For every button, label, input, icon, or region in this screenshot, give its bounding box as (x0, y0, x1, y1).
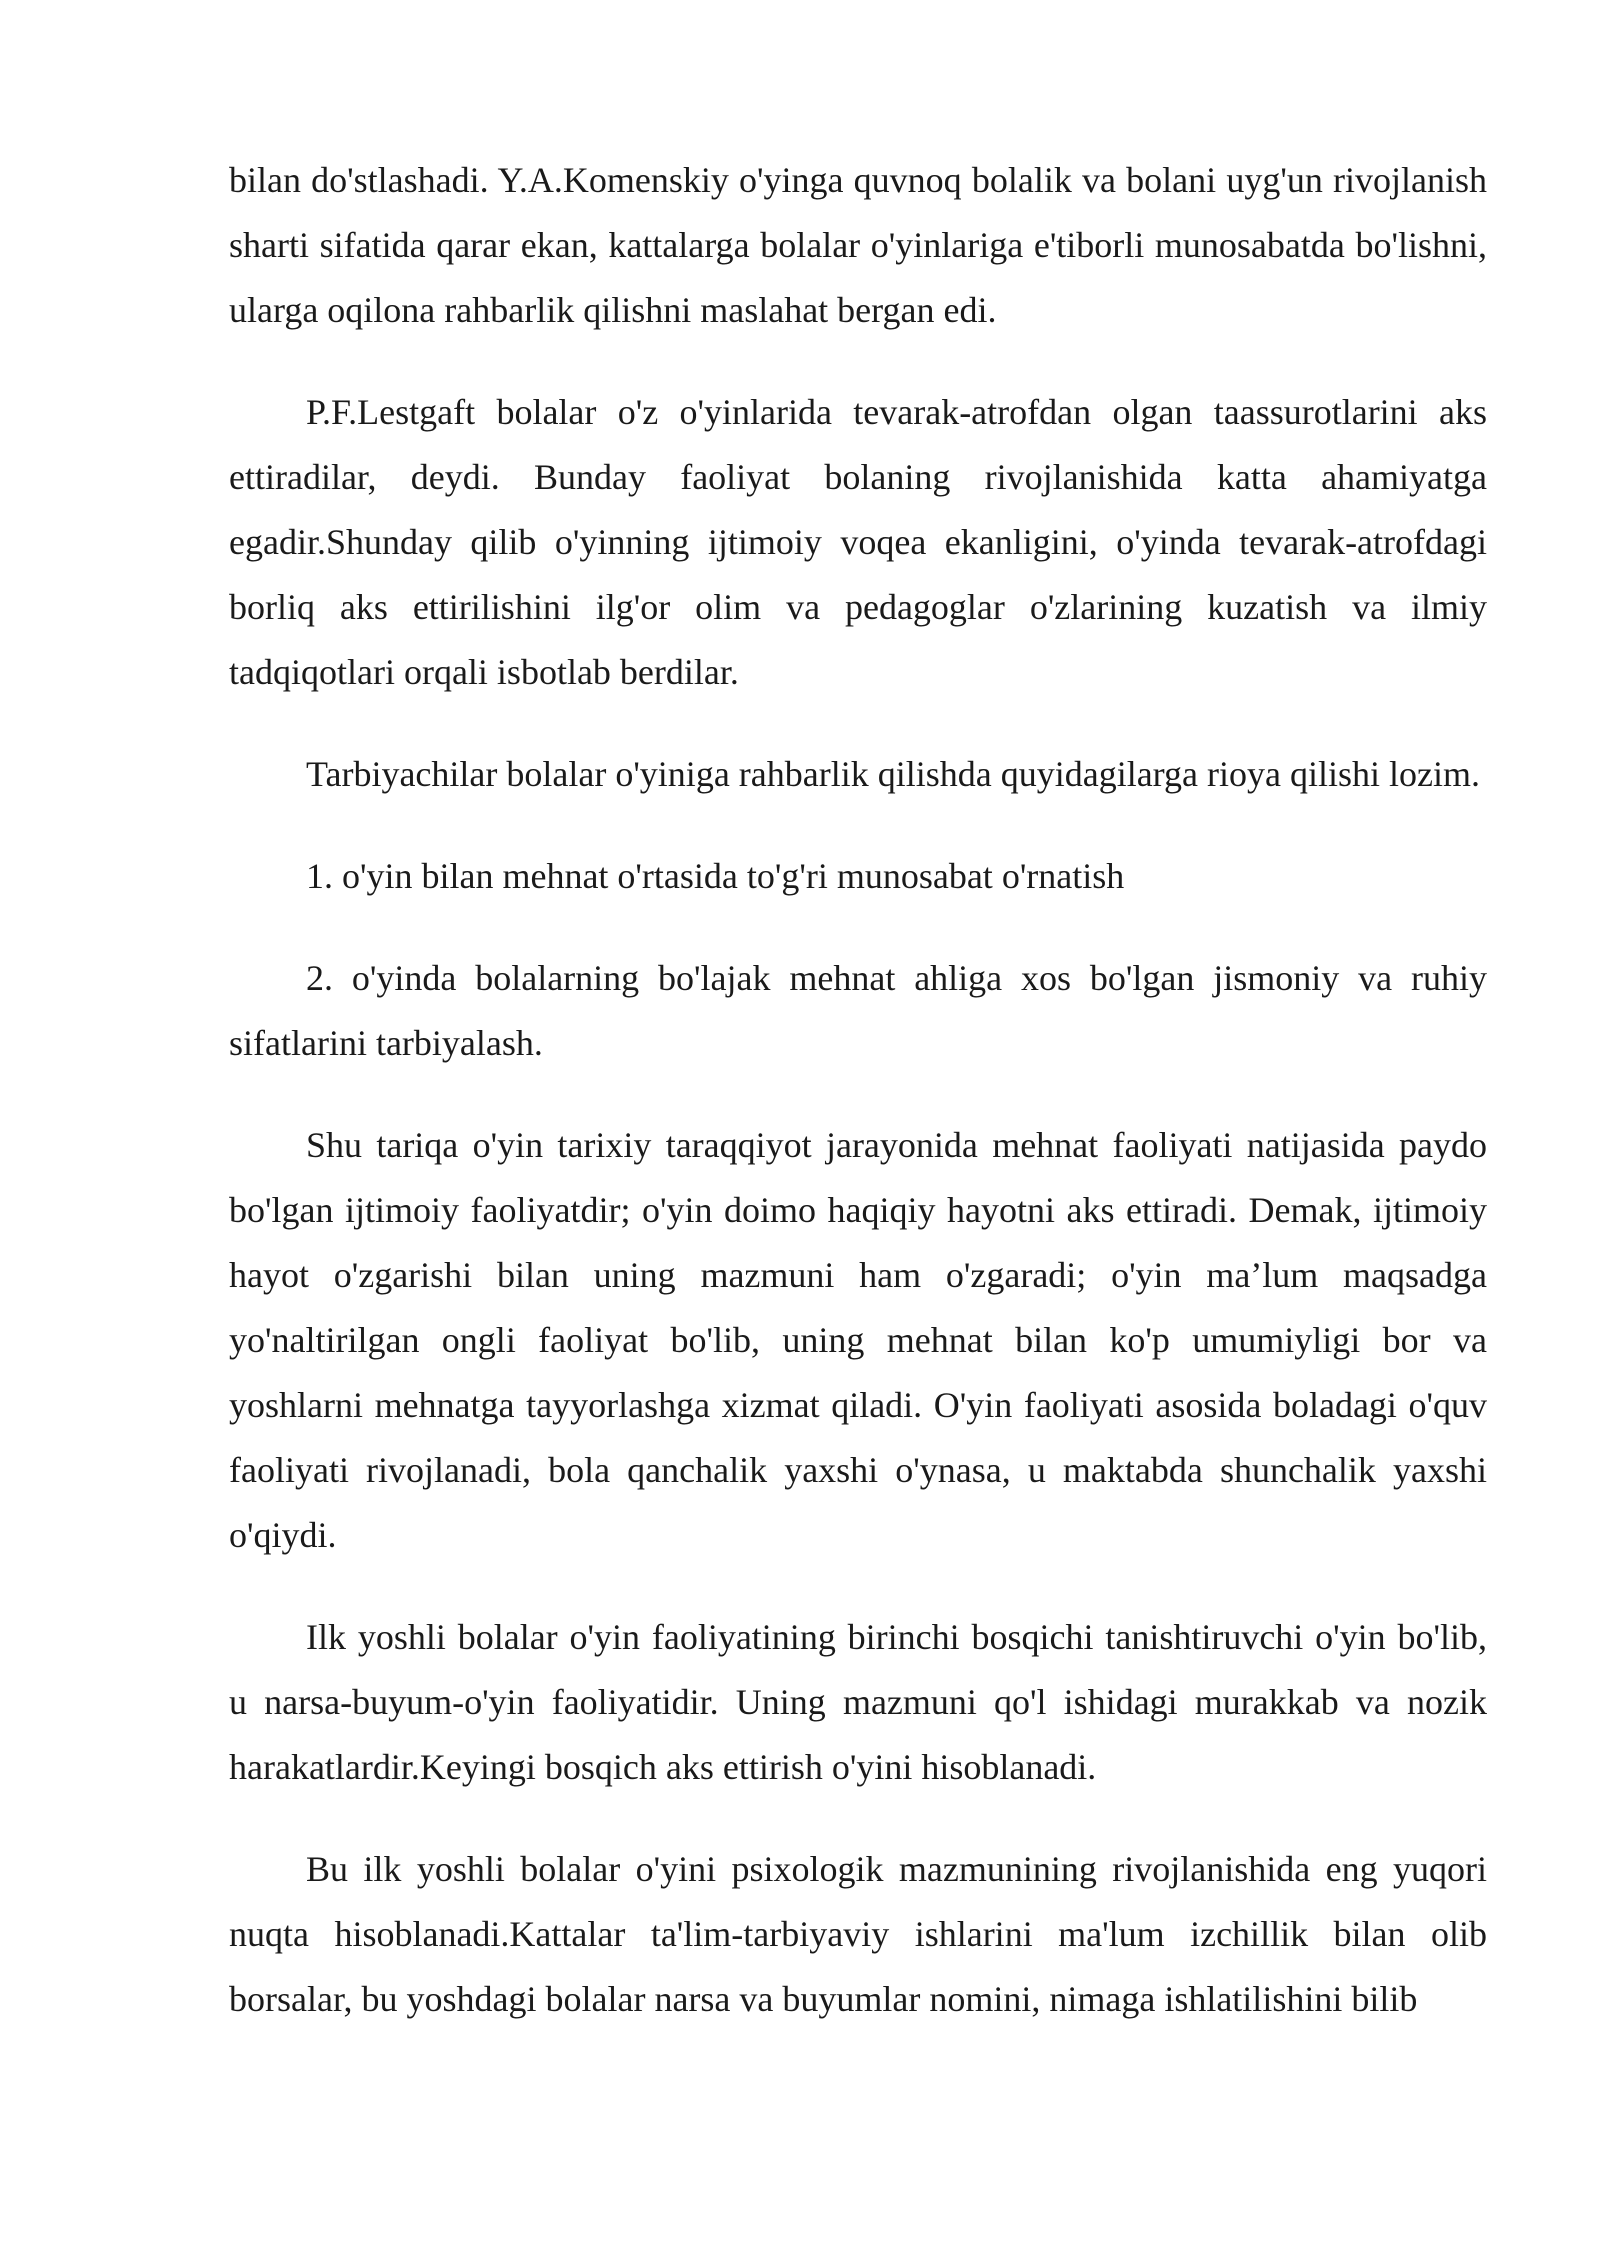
paragraph-2: P.F.Lestgaft bolalar o'z o'yinlarida tevarak-atrofdan olgan taassurotlarini aks ettiradilar, deydi. Bunday faoliyat bolaning rivojlanishida katta ahamiyatga egadir.Shunday qilib o'yinning ijtimoiy voqea ekanligini, o'yinda tevarak-atrofdagi borliq aks ettirilishini ilg'or olim va pedagoglar o'zlarining kuzatish va ilmiy tadqiqotlari orqali isbotlab berdilar. (229, 392, 1487, 692)
paragraph-3: Tarbiyachilar bolalar o'yiniga rahbarlik qilishda quyidagilarga rioya qilishi lozim. (306, 754, 1480, 794)
paragraph-6: Bu ilk yoshli bolalar o'yini psixologik mazmunining rivojlanishida eng yuqori nuqta hisoblanadi.Kattalar ta'lim-tarbiyaviy ishlarini ma'lum izchillik bilan olib borsalar, bu yoshdagi bolalar narsa va buyumlar nomini, nimaga ishlatilishini bilib (229, 1849, 1487, 2019)
list-item-2: 2. o'yinda bolalarning bo'lajak mehnat ahliga xos bo'lgan jismoniy va ruhiy sifatlarini tarbiyalash. (229, 958, 1487, 1063)
paragraph-4: Shu tariqa o'yin tarixiy taraqqiyot jarayonida mehnat faoliyati natijasida paydo bo'lgan ijtimoiy faoliyatdir; o'yin doimo haqiqiy hayotni aks ettiradi. Demak, ijtimoiy hayot o'zgarishi bilan uning mazmuni ham o'zgaradi; o'yin ma’lum maqsadga yo'naltirilgan ongli faoliyat bo'lib, uning mehnat bilan ko'p umumiyligi bor va yoshlarni mehnatga tayyorlashga xizmat qiladi. O'yin faoliyati asosida boladagi o'quv faoliyati rivojlanadi, bola qanchalik yaxshi o'ynasa, u maktabda shunchalik yaxshi o'qiydi. (229, 1125, 1487, 1555)
paragraph-1: bilan do'stlashadi. Y.A.Komenskiy o'yinga quvnoq bolalik va bolani uyg'un rivojlanish sharti sifatida qarar ekan, kattalarga bolalar o'yinlariga e'tiborli munosabatda bo'lishni, ularga oqilona rahbarlik qilishni maslahat bergan edi. (229, 160, 1487, 330)
document-body (229, 148, 1487, 2032)
paragraph-5: Ilk yoshli bolalar o'yin faoliyatining birinchi bosqichi tanishtiruvchi o'yin bo'lib, u narsa-buyum-o'yin faoliyatidir. Uning mazmuni qo'l ishidagi murakkab va nozik harakatlardir.Keyingi bosqich aks ettirish o'yini hisoblanadi. (229, 1617, 1487, 1787)
list-item-1: 1. o'yin bilan mehnat o'rtasida to'g'ri munosabat o'rnatish (306, 856, 1125, 896)
